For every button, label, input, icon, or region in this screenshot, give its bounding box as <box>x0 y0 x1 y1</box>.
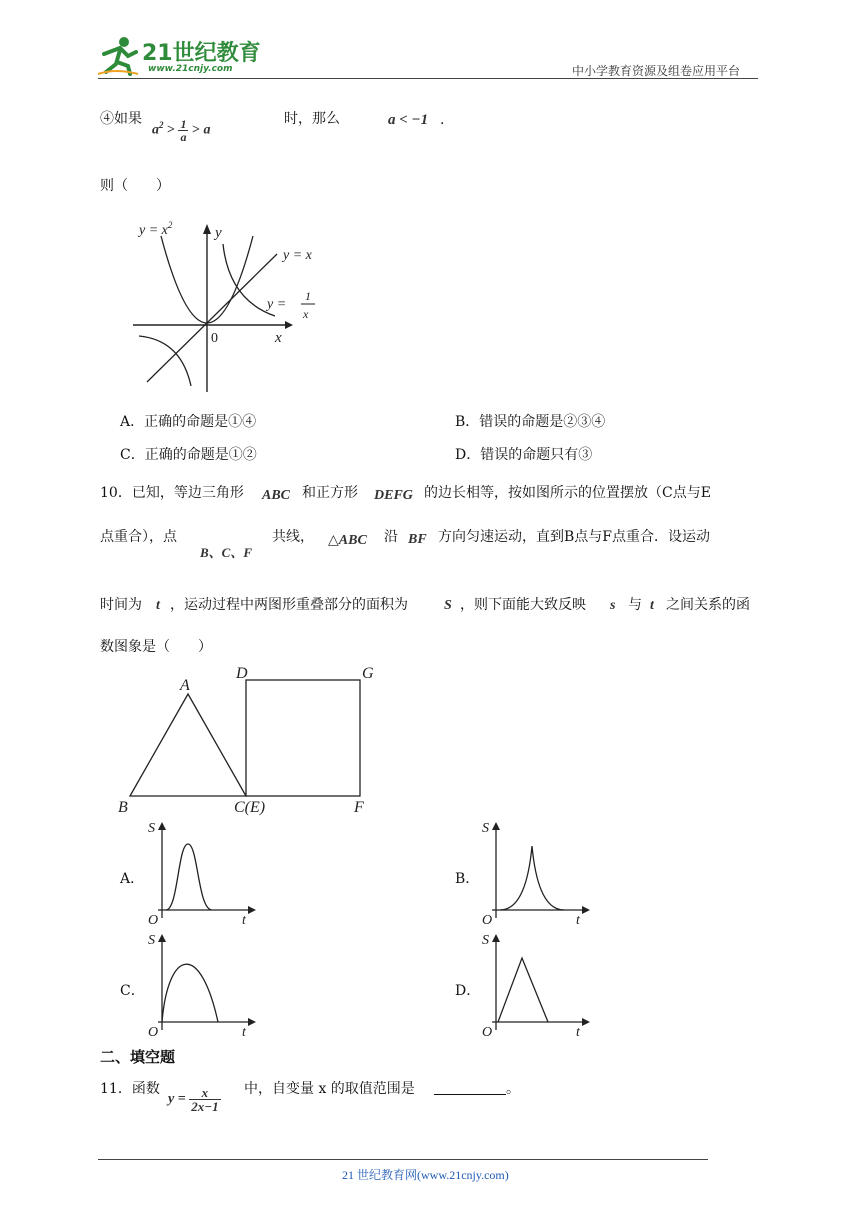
curve-c <box>162 964 218 1022</box>
header-logo <box>96 34 266 78</box>
label-a: A <box>180 677 190 694</box>
q9-stmt4-condition: $a^2$ > $\frac{1}{a}$ > a <box>152 117 211 144</box>
runner-logo-icon <box>96 34 140 76</box>
q10-line2: 点重合），点 B、C、F 共线， △ABC 沿 BF 方向匀速运动，直到B点与F点重合．设运动 <box>100 529 711 560</box>
label-b: B <box>118 799 128 816</box>
graph-label-y-x2: $y = x^2$ <box>139 220 173 238</box>
label-ce: C(E) <box>234 799 266 816</box>
curve-d <box>498 958 548 1022</box>
q10-option-b-label[interactable]: B． <box>455 871 480 887</box>
q10-line4: 数图象是（ ） <box>100 639 212 655</box>
svg-text:S: S <box>148 933 155 948</box>
square-defg <box>246 680 360 796</box>
svg-text:S: S <box>148 821 155 836</box>
q10-line1: 10．已知，等边三角形 ABC 和正方形 DEFG 的边长相等，按如图所示的位置摆放（C点与E <box>100 485 711 503</box>
svg-text:t: t <box>242 913 246 928</box>
graph-label-x: x <box>275 330 282 346</box>
q11-line <box>100 1078 760 1124</box>
logo-title: 21世纪教育 <box>142 41 261 66</box>
q10-option-c-graph[interactable] <box>144 930 264 1040</box>
q10-option-c-label[interactable]: C． <box>120 983 145 999</box>
svg-text:S: S <box>482 933 489 948</box>
graph-label-y-1x: y = <box>267 297 287 312</box>
label-g: G <box>362 665 374 682</box>
graph-label-y: y <box>215 225 222 241</box>
section-title-fill-in: 二、填空题 <box>100 1048 176 1066</box>
footer-divider <box>98 1159 708 1160</box>
graph-hyperbola-q3 <box>139 336 191 386</box>
q10-bcf: B、C、F <box>200 545 253 560</box>
graph-x-arrow-icon <box>285 321 293 329</box>
q9-ask: 则（ ） <box>100 178 170 194</box>
q10-t2: t <box>650 598 654 613</box>
q9-stmt4-end: . <box>440 112 445 128</box>
label-f: F <box>354 799 364 816</box>
q11-end: 。 <box>506 1081 520 1097</box>
q10-line3: 时间为 t ，运动过程中两图形重叠部分的面积为 S ，则下面能大致反映 s 与 t 之间关系的函 <box>100 597 750 613</box>
q11-function: y = $\frac{x}{2x-1}$ <box>168 1085 219 1114</box>
q9-stmt4-prefix: ④如果 <box>100 111 142 127</box>
q10-bf: BF <box>408 532 427 547</box>
graph-label-origin: 0 <box>211 331 218 346</box>
graph-y-arrow-icon <box>203 224 211 234</box>
label-d: D <box>236 665 248 682</box>
svg-text:O: O <box>482 1025 493 1040</box>
svg-text:O: O <box>482 913 493 928</box>
q11-prefix: 11．函数 <box>100 1081 160 1097</box>
logo-url: www.21cnjy.com <box>148 64 233 74</box>
curve-a <box>166 844 212 910</box>
q10-t: t <box>156 598 160 613</box>
graph-line-y-eq-x <box>147 254 277 382</box>
q10-defg: DEFG <box>374 488 413 503</box>
q9-stmt4-mid: 时，那么 <box>284 111 340 127</box>
svg-text:O: O <box>148 1025 159 1040</box>
svg-text:O: O <box>148 913 159 928</box>
q10-abc: ABC <box>262 488 291 503</box>
graph-label-frac-den: x <box>303 307 309 321</box>
footer-text[interactable]: 21 世纪教育网(www.21cnjy.com) <box>342 1168 509 1182</box>
curve-b <box>500 846 564 910</box>
q10-s: S <box>444 598 452 613</box>
q11-suffix: 中，自变量 x 的取值范围是 <box>244 1081 415 1097</box>
q9-option-d[interactable]: D．错误的命题只有③ <box>455 447 593 463</box>
q9-option-b[interactable]: B．错误的命题是②③④ <box>455 414 606 430</box>
q10-s2: s <box>610 598 616 613</box>
q9-function-graph <box>125 210 335 400</box>
q10-option-d-graph[interactable] <box>478 930 598 1040</box>
svg-text:t: t <box>576 1025 580 1040</box>
q9-option-a[interactable]: A．正确的命题是①④ <box>120 414 257 430</box>
triangle-abc <box>130 694 246 796</box>
q10-option-a-graph[interactable] <box>144 818 264 928</box>
svg-text:S: S <box>482 821 489 836</box>
q9-option-c[interactable]: C．正确的命题是①② <box>120 447 257 463</box>
q10-geometry-figure <box>112 660 382 820</box>
q10-option-d-label[interactable]: D． <box>455 983 481 999</box>
q9-stmt4-conclusion: a < −1 <box>388 112 429 128</box>
header-divider <box>98 78 758 79</box>
svg-text:t: t <box>242 1025 246 1040</box>
header-right-text: 中小学教育资源及组卷应用平台 <box>572 64 741 78</box>
graph-label-frac-num: 1 <box>305 289 311 303</box>
q10-option-a-label[interactable]: A． <box>120 871 145 887</box>
q9-stmt4 <box>100 108 500 148</box>
q10-option-b-graph[interactable] <box>478 818 598 928</box>
svg-text:t: t <box>576 913 580 928</box>
q10-tri-abc: △ABC <box>328 533 367 548</box>
q11-answer-blank[interactable] <box>434 1080 506 1095</box>
graph-label-y-x: y = x <box>283 248 312 263</box>
